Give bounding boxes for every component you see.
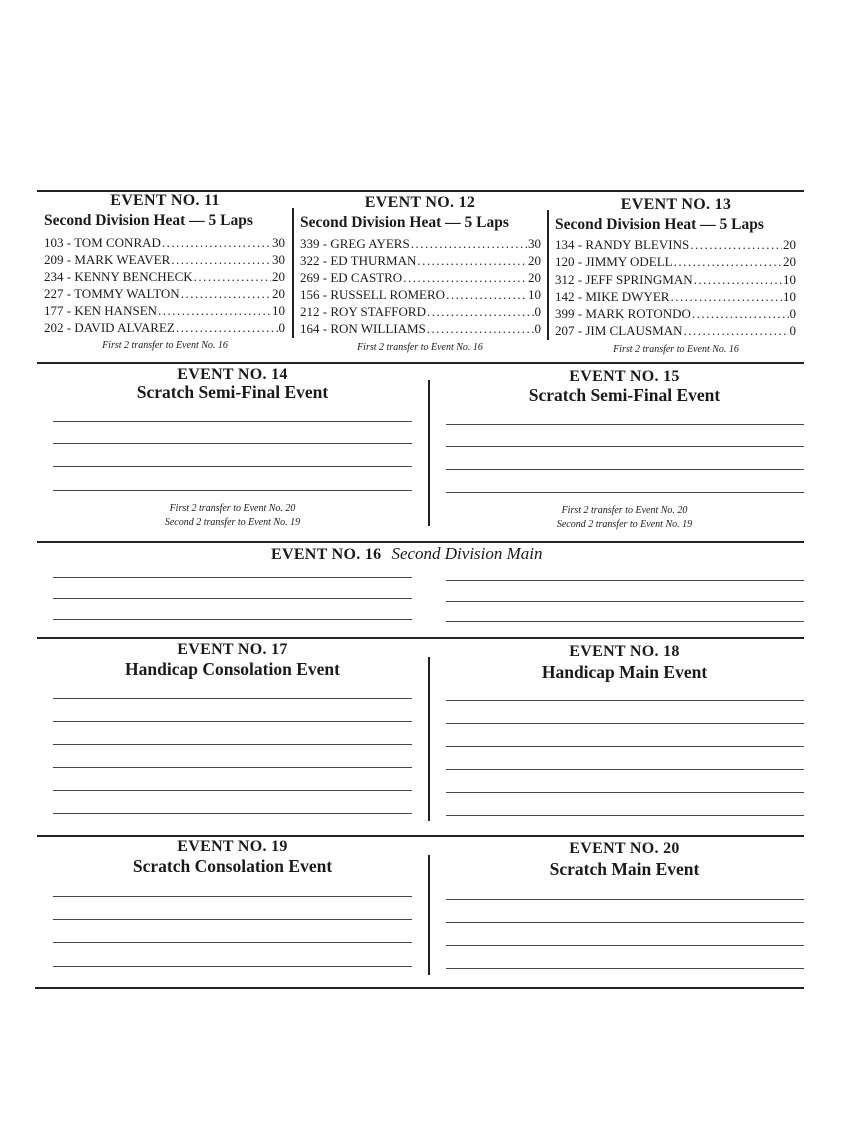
fill-line (446, 601, 804, 602)
transfer-note: Second 2 transfer to Event No. 19 (164, 517, 301, 528)
event-title: EVENT NO. 16 (271, 546, 382, 563)
entry-row: 209 - MARK WEAVER ..... 30 (44, 251, 285, 268)
event-title: EVENT NO. 13 (620, 196, 732, 213)
fill-line (446, 945, 804, 946)
section-divider (37, 541, 804, 543)
fill-line (446, 922, 804, 923)
fill-line (53, 790, 412, 791)
event-title: EVENT NO. 11 (110, 192, 220, 209)
entry-row: 234 - KENNY BENCHECK ..... 20 (44, 268, 285, 285)
fill-line (53, 421, 412, 422)
event-subtitle: Second Division Heat — 5 Laps (300, 214, 509, 231)
event-title: EVENT NO. 17 (177, 641, 288, 658)
fill-line (53, 490, 412, 491)
fill-line (53, 443, 412, 444)
entry-row: 156 - RUSSELL ROMERO ..... 10 (300, 286, 541, 303)
fill-line (53, 966, 412, 967)
fill-line (446, 492, 804, 493)
fill-line (53, 744, 412, 745)
fill-line (446, 446, 804, 447)
fill-line (53, 721, 412, 722)
transfer-note: First 2 transfer to Event No. 16 (357, 342, 483, 353)
event-title: EVENT NO. 18 (569, 643, 680, 660)
fill-line (53, 919, 412, 920)
fill-line (53, 698, 412, 699)
event-subtitle: Handicap Consolation Event (125, 659, 340, 679)
fill-line (53, 942, 412, 943)
event-subtitle: Second Division Heat — 5 Laps (44, 212, 253, 229)
event-title: EVENT NO. 15 (569, 368, 680, 385)
entry-row: 164 - RON WILLIAMS ..... 0 (300, 320, 541, 337)
entry-row: 339 - GREG AYERS ..... 30 (300, 235, 541, 252)
fill-line (446, 792, 804, 793)
fill-line (53, 896, 412, 897)
transfer-note: First 2 transfer to Event No. 20 (561, 505, 688, 516)
column-divider (428, 855, 430, 975)
entry-row: 103 - TOM CONRAD ..... 30 (44, 234, 285, 251)
section-divider-bottom (35, 987, 804, 989)
fill-line (53, 466, 412, 467)
fill-line (446, 746, 804, 747)
entry-row: 269 - ED CASTRO ..... 20 (300, 269, 541, 286)
fill-line (446, 769, 804, 770)
event-title: EVENT NO. 14 (177, 366, 288, 383)
transfer-note: First 2 transfer to Event No. 16 (102, 340, 228, 351)
column-divider (292, 208, 294, 338)
transfer-note: Second 2 transfer to Event No. 19 (556, 519, 693, 530)
fill-line (446, 968, 804, 969)
fill-line (446, 700, 804, 701)
fill-line (446, 469, 804, 470)
event-subtitle: Handicap Main Event (541, 662, 708, 682)
event-subtitle: Second Division Main (391, 544, 543, 563)
fill-line (446, 424, 804, 425)
entry-row: 399 - MARK ROTONDO ..... 0 (555, 305, 796, 322)
entry-row: 202 - DAVID ALVAREZ ..... 0 (44, 319, 285, 336)
entry-row: 120 - JIMMY ODELL ..... 20 (555, 253, 796, 270)
entry-row: 227 - TOMMY WALTON ..... 20 (44, 285, 285, 302)
event-subtitle: Scratch Semi-Final Event (528, 385, 721, 405)
entry-row: 134 - RANDY BLEVINS ..... 20 (555, 236, 796, 253)
fill-line (53, 598, 412, 599)
transfer-note: First 2 transfer to Event No. 16 (613, 344, 739, 355)
entry-row: 177 - KEN HANSEN ..... 10 (44, 302, 285, 319)
event-heading (271, 544, 543, 564)
fill-line (446, 815, 804, 816)
transfer-note: First 2 transfer to Event No. 20 (169, 503, 296, 514)
event-title: EVENT NO. 20 (569, 840, 680, 857)
fill-line (446, 621, 804, 622)
fill-line (446, 899, 804, 900)
section-divider (37, 637, 804, 639)
entry-row: 142 - MIKE DWYER ..... 10 (555, 288, 796, 305)
fill-line (53, 813, 412, 814)
fill-line (446, 580, 804, 581)
fill-line (53, 767, 412, 768)
event-title: EVENT NO. 12 (364, 194, 476, 211)
fill-line (53, 619, 412, 620)
event-subtitle: Second Division Heat — 5 Laps (555, 216, 764, 233)
section-divider (37, 835, 804, 837)
entry-row: 212 - ROY STAFFORD ..... 0 (300, 303, 541, 320)
event-subtitle: Scratch Semi-Final Event (136, 382, 329, 402)
entry-row: 312 - JEFF SPRINGMAN ..... 10 (555, 271, 796, 288)
column-divider (547, 210, 549, 340)
event-subtitle: Scratch Consolation Event (132, 856, 333, 876)
event-title: EVENT NO. 19 (177, 838, 288, 855)
event-subtitle: Scratch Main Event (549, 859, 700, 879)
fill-line (446, 723, 804, 724)
column-divider (428, 657, 430, 821)
entry-row: 207 - JIM CLAUSMAN ..... 0 (555, 322, 796, 339)
entry-row: 322 - ED THURMAN ..... 20 (300, 252, 541, 269)
section-divider (37, 362, 804, 364)
fill-line (53, 577, 412, 578)
column-divider (428, 380, 430, 526)
